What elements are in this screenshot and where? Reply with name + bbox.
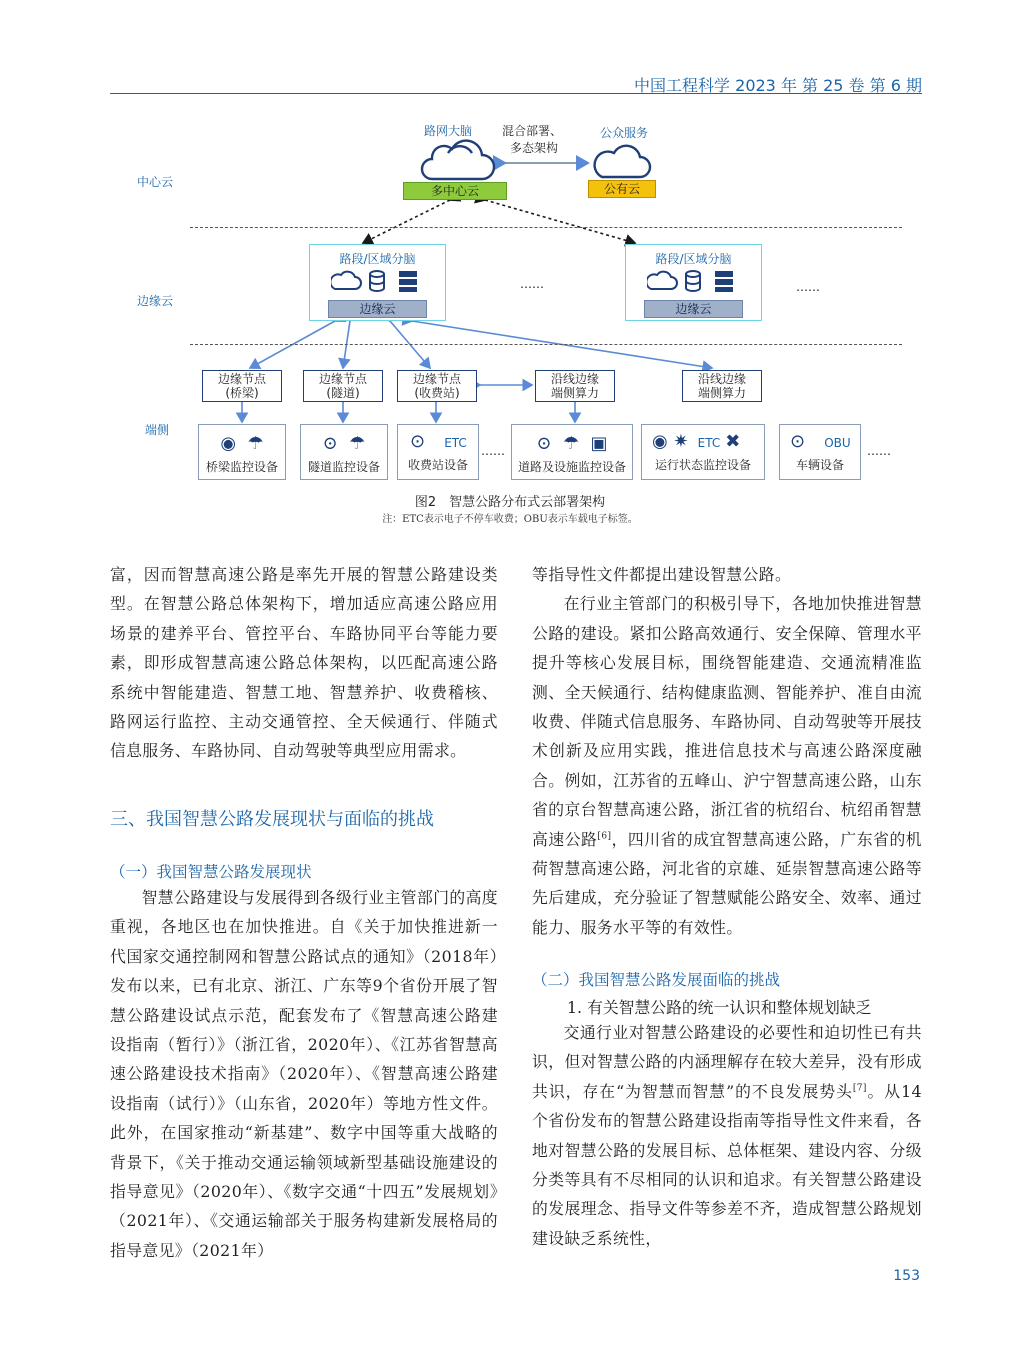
right-paragraph-1: 等指导性文件都提出建设智慧公路。 bbox=[532, 565, 792, 584]
cloud-icon bbox=[418, 139, 498, 183]
device-box-tunnel: ⊙ ☂ 隧道监控设备 bbox=[300, 424, 388, 480]
device-box-status: ◉ ✷ ETC ✖ 运行状态监控设备 bbox=[641, 424, 765, 480]
multi-center-cloud-strip: 多中心云 bbox=[403, 182, 507, 200]
citation-7: [7] bbox=[852, 1083, 867, 1094]
challenge-item-1: 1. 有关智慧公路的统一认识和整体规划缺乏 bbox=[567, 998, 872, 1017]
edge-node-toll: 边缘节点 (收费站) bbox=[397, 370, 477, 402]
device-box-vehicle: ⊙ OBU 车辆设备 bbox=[779, 424, 861, 480]
edge-icons-2 bbox=[626, 269, 761, 297]
edge-node-tunnel: 边缘节点 (隧道) bbox=[303, 370, 383, 402]
mixed-deploy-line2: 多态架构 bbox=[510, 141, 559, 155]
edge-ellipsis-2: …… bbox=[796, 280, 820, 294]
left-paragraph-2: 智慧公路建设与发展得到各级行业主管部门的高度重视，各地区也在加快推进。自《关于加快推进新一代国家交通控制网和智慧公路试点的通知》（2018年）发布以来，已有北京、浙江、广东等9个省份开展了智慧公路建设试点示范，配套发布了《智慧高速公路建设指南（暂行）》（浙江省，2020年）、《江苏省智慧高速公路建设技术指南》（2020年）、《智慧高速公路建设指南（试行）》（山东省，2020年）等地方性文件。此外，在国家推动“新基建”、数字中国等重大战略的背景下，《关于推动交通运输领域新型基础设施建设的指导意见》（2020年）、《数字交通“十四五”发展规划》（2021年）、《交通运输部关于服务构建新发展格局的指导意见》（2021年） bbox=[110, 888, 498, 1260]
device-box-toll: ⊙ ETC 收费站设备 bbox=[397, 424, 479, 480]
device-ellipsis-1: …… bbox=[481, 444, 505, 458]
device-box-road: ⊙ ☂ ▣ 道路及设施监控设备 bbox=[511, 424, 633, 480]
mixed-deploy-line1: 混合部署、 bbox=[502, 124, 563, 138]
roadside-compute-node-2: 沿线边缘 端侧算力 bbox=[682, 370, 762, 402]
device-ellipsis-2: …… bbox=[867, 444, 891, 458]
obu-tag: OBU bbox=[824, 436, 851, 450]
edge-ellipsis-1: …… bbox=[520, 277, 544, 291]
edge-cloud-strip-1: 边缘云 bbox=[328, 300, 427, 318]
left-column bbox=[110, 560, 498, 766]
tier-terminal-label: 端侧 bbox=[145, 423, 170, 437]
edge-region-title-1: 路段/区域分脑 bbox=[339, 252, 416, 266]
edge-region-title-2: 路段/区域分脑 bbox=[655, 252, 732, 266]
edge-region-box-2 bbox=[625, 244, 762, 321]
camera-icon: ◉ ☂ bbox=[220, 433, 264, 454]
right-column bbox=[532, 560, 922, 942]
etc-tag: ETC bbox=[697, 436, 721, 450]
right-paragraph-3: 交通行业对智慧公路建设的必要性和迫切性已有共识，但对智慧公路的内涵理解存在较大差异，没有形成共识，存在“为智慧而智慧”的不良发展势头[7]。从14个省份发布的智慧公路建设指南等指导性文件来看，各地对智慧公路的发展目标、总体框架、建设内容、分级分类等具有不尽相同的认识和追求。有关智慧公路建设的发展理念、指导文件等参差不齐，造成智慧公路规划建设缺乏系统性， bbox=[532, 1023, 922, 1248]
subsection-2-title: （二）我国智慧公路发展面临的挑战 bbox=[532, 971, 781, 989]
tier-edge-label: 边缘云 bbox=[137, 294, 174, 308]
cloud-edge-arrow-1 bbox=[363, 200, 450, 243]
etc-tag: ETC bbox=[444, 436, 467, 450]
figure-caption: 图2 智慧公路分布式云部署架构 bbox=[414, 495, 606, 510]
right-column-body bbox=[532, 1018, 922, 1253]
tier-separator-2 bbox=[190, 344, 902, 345]
tool-icon: ✖ bbox=[725, 431, 741, 452]
edge-icons-1 bbox=[310, 269, 445, 297]
tier-separator-1 bbox=[190, 227, 902, 228]
camera-icon: ⊙ bbox=[790, 431, 806, 452]
device-box-bridge: ◉ ☂ 桥梁监控设备 bbox=[198, 424, 286, 480]
page-number: 153 bbox=[893, 1268, 920, 1284]
section-3-title: 三、我国智慧公路发展现状与面临的挑战 bbox=[110, 809, 434, 830]
tier-center-label: 中心云 bbox=[137, 175, 174, 189]
brain-title: 路网大脑 bbox=[424, 124, 473, 138]
edge-cloud-strip-2: 边缘云 bbox=[644, 300, 743, 318]
figure-architecture bbox=[0, 0, 1020, 530]
journal-header: 中国工程科学 2023 年 第 25 卷 第 6 期 bbox=[634, 76, 922, 95]
subsection-1-title: （一）我国智慧公路发展现状 bbox=[110, 863, 312, 881]
left-paragraph-1: 富，因而智慧高速公路是率先开展的智慧公路建设类型。在智慧公路总体架构下，增加适应高速公路应用场景的建养平台、管控平台、车路协同平台等能力要素，即形成智慧高速公路总体架构，以匹配高速公路系统中智能建造、智慧工地、智慧养护、收费稽核、路网运行监控、主动交通管控、全天候通行、伴随式信息服务、车路协同、自动驾驶等典型应用需求。 bbox=[110, 565, 498, 761]
camera-icon: ⊙ ☂ ▣ bbox=[536, 433, 608, 454]
edge-region-box-1 bbox=[309, 244, 446, 321]
camera-icon: ⊙ ☂ bbox=[322, 433, 366, 454]
edge-node-bridge: 边缘节点 (桥梁) bbox=[202, 370, 282, 402]
sensor-icon: ◉ ✷ bbox=[652, 431, 689, 452]
cloud-edge-arrow-2 bbox=[485, 200, 635, 243]
camera-icon: ⊙ bbox=[410, 431, 426, 452]
public-cloud-strip: 公有云 bbox=[588, 180, 656, 198]
public-service-title: 公众服务 bbox=[600, 126, 649, 140]
citation-6: [6] bbox=[597, 831, 612, 842]
right-paragraph-2: 在行业主管部门的积极引导下，各地加快推进智慧公路的建设。紧扣公路高效通行、安全保障、管理水平提升等核心发展目标，围绕智能建造、交通流精准监测、全天候通行、结构健康监测、智能养护、准自由流收费、伴随式信息服务、车路协同、自动驾驶等开展技术创新及应用实践，推进信息技术与高速公路深度融合。例如，江苏省的五峰山、沪宁智慧高速公路，山东省的京台智慧高速公路，浙江省的杭绍台、杭绍甬智慧高速公路[6]，四川省的成宜智慧高速公路，广东省的机荷智慧高速公路，河北省的京雄、延崇智慧高速公路等先后建成，充分验证了智慧赋能公路安全、效率、通过能力、服务水平等的有效性。 bbox=[532, 594, 922, 937]
left-column-body bbox=[110, 883, 498, 1265]
roadside-compute-node-1: 沿线边缘 端侧算力 bbox=[535, 370, 615, 402]
public-cloud-icon bbox=[590, 141, 654, 181]
figure-note: 注：ETC表示电子不停车收费；OBU表示车载电子标签。 bbox=[382, 514, 638, 525]
